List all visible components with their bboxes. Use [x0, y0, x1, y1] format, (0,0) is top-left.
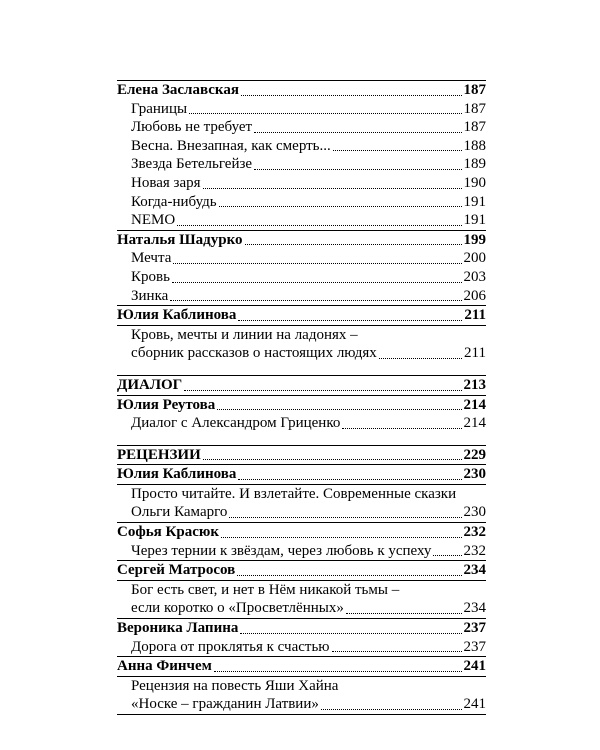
toc-work-row [117, 638, 486, 657]
table-of-contents [117, 80, 486, 715]
toc-work-row [117, 174, 486, 193]
entry-title: NEMO [131, 212, 176, 229]
toc-work-multi [117, 580, 486, 618]
entry-title: если коротко о «Просветлённых» [131, 600, 344, 617]
page-number: 191 [463, 193, 486, 210]
dot-leader [214, 671, 462, 672]
entry-title: Юлия Каблинова [117, 466, 237, 483]
toc-work-row [117, 268, 486, 287]
toc-author-row [117, 618, 486, 638]
entry-title: ДИАЛОГ [117, 376, 183, 393]
entry-title: Кровь [131, 268, 170, 285]
dot-leader [173, 263, 461, 264]
toc-work-row [117, 249, 486, 268]
entry-title: Юлия Реутова [117, 396, 216, 413]
toc-work-row [117, 695, 486, 714]
dot-leader [221, 537, 462, 538]
entry-title: Зинка [131, 287, 169, 304]
page-number: 200 [463, 250, 486, 267]
page-number: 234 [463, 600, 486, 617]
page-number: 234 [463, 562, 486, 579]
dot-leader [203, 188, 462, 189]
entry-title: Диалог с Александром Гриценко [131, 415, 341, 432]
page-number: 190 [463, 174, 486, 191]
toc-work-row [117, 287, 486, 306]
entry-title: Наталья Шадурко [117, 231, 243, 248]
entry-title-line: Кровь, мечты и линии на ладонях – [131, 326, 358, 343]
toc-author-row [117, 230, 486, 250]
entry-title: РЕЦЕНЗИИ [117, 446, 201, 463]
toc-work-row [117, 118, 486, 137]
dot-leader [342, 428, 461, 429]
page-number: 229 [463, 446, 486, 463]
entry-title: Границы [131, 100, 188, 117]
page-number: 211 [464, 345, 486, 362]
dot-leader [229, 517, 461, 518]
toc-author-row [117, 560, 486, 580]
page-number: 187 [463, 119, 486, 136]
dot-leader [379, 358, 462, 359]
toc-author-row [117, 305, 486, 325]
toc-work-row [117, 193, 486, 212]
entry-title: Когда-нибудь [131, 193, 217, 210]
toc-author-row [117, 80, 486, 100]
dot-leader [203, 459, 462, 460]
toc-work-row [117, 100, 486, 119]
entry-title: Весна. Внезапная, как смерть... [131, 137, 331, 154]
entry-title: Анна Финчем [117, 658, 212, 675]
dot-leader [184, 390, 461, 391]
entry-title: Новая заря [131, 174, 201, 191]
dot-leader [254, 169, 461, 170]
dot-leader [217, 409, 461, 410]
page-number: 189 [463, 156, 486, 173]
toc-work-row [117, 599, 486, 618]
entry-title: «Носке – гражданин Латвии» [131, 696, 319, 713]
dot-leader [254, 132, 461, 133]
dot-leader [237, 575, 461, 576]
entry-title: Ольги Камарго [131, 504, 228, 521]
toc-section-row [117, 445, 486, 465]
toc-section-row [117, 375, 486, 395]
toc-work-row [117, 211, 486, 230]
toc-work-row [117, 155, 486, 174]
page-number: 187 [463, 82, 486, 98]
page-number: 199 [463, 231, 486, 248]
entry-title: Мечта [131, 250, 172, 267]
entry-title: Через тернии к звёздам, через любовь к успеху [131, 542, 432, 559]
page-number: 211 [464, 307, 486, 324]
page-number: 203 [463, 268, 486, 285]
toc-author-row [117, 395, 486, 415]
dot-leader [245, 244, 462, 245]
toc-work-row [117, 414, 486, 433]
page-number: 191 [463, 212, 486, 229]
entry-title: Звезда Бетельгейзе [131, 156, 253, 173]
toc-author-row [117, 522, 486, 542]
dot-leader [332, 651, 462, 652]
dot-leader [189, 113, 461, 114]
entry-title: Вероника Лапина [117, 620, 239, 637]
dot-leader [241, 95, 462, 96]
entry-title: Софья Красюк [117, 524, 219, 541]
page-number: 188 [463, 137, 486, 154]
page-number: 206 [463, 287, 486, 304]
entry-title: сборник рассказов о настоящих людях [131, 345, 377, 362]
page-number: 213 [463, 376, 486, 393]
entry-title: Юлия Каблинова [117, 307, 237, 324]
page-number: 232 [463, 542, 486, 559]
dot-leader [433, 555, 461, 556]
entry-title: Любовь не требует [131, 119, 253, 136]
page-number: 214 [463, 415, 486, 432]
dot-leader [240, 633, 461, 634]
entry-title: Сергей Матросов [117, 562, 236, 579]
toc-work-multi [117, 484, 486, 522]
dot-leader [219, 206, 462, 207]
toc-author-row [117, 656, 486, 676]
page-number: 237 [463, 638, 486, 655]
page-number: 230 [463, 504, 486, 521]
dot-leader [170, 300, 461, 301]
dot-leader [321, 709, 462, 710]
dot-leader [346, 613, 462, 614]
entry-title: Дорога от проклятья к счастью [131, 638, 330, 655]
toc-work-row [117, 344, 486, 363]
dot-leader [238, 479, 461, 480]
toc-work-row [117, 503, 486, 522]
entry-title-line: Бог есть свет, и нет в Нём никакой тьмы – [131, 581, 400, 598]
page-number: 232 [463, 524, 486, 541]
dot-leader [177, 225, 461, 226]
page-number: 241 [463, 658, 486, 675]
entry-title: Елена Заславская [117, 82, 239, 98]
page-number: 230 [463, 466, 486, 483]
page-number: 237 [463, 620, 486, 637]
toc-author-row [117, 464, 486, 484]
dot-leader [172, 282, 462, 283]
bottom-rule [117, 714, 486, 715]
toc-work-row [117, 137, 486, 156]
entry-title-line: Просто читайте. И взлетайте. Современные сказки [131, 485, 457, 502]
toc-work-row [117, 542, 486, 561]
entry-title-line: Рецензия на повесть Яши Хайна [131, 677, 339, 694]
toc-work-multi [117, 325, 486, 363]
dot-leader [238, 320, 462, 321]
dot-leader [333, 150, 462, 151]
toc-work-multi [117, 676, 486, 714]
page-number: 214 [463, 396, 486, 413]
page-number: 241 [463, 696, 486, 713]
page-number: 187 [463, 100, 486, 117]
